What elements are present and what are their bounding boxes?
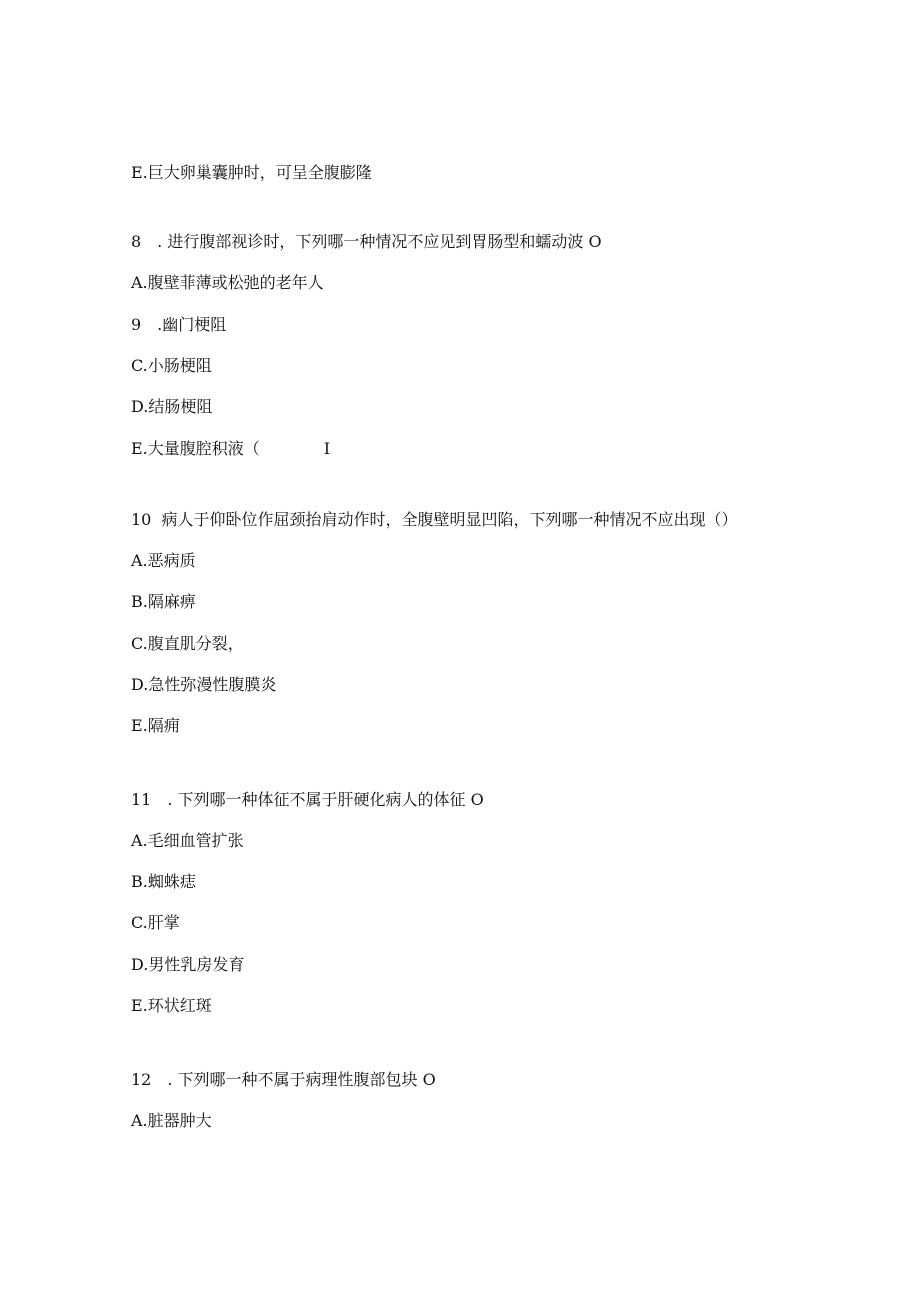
- question-12: 12 . 下列哪一种不属于病理性腹部包块 O: [131, 1070, 436, 1089]
- option-b-q11: B.蜘蛛痣: [131, 872, 196, 891]
- question-11: 11 . 下列哪一种体征不属于肝硬化病人的体征 O: [131, 790, 484, 809]
- option-a-q8: A.腹壁菲薄或松弛的老年人: [131, 273, 324, 292]
- question-10: 10 病人于仰卧位作屈颈抬肩动作时，全腹壁明显凹陷，下列哪一种情况不应出现（）: [131, 510, 738, 529]
- option-d-q8: D.结肠梗阻: [131, 397, 213, 416]
- question-8: 8 . 进行腹部视诊时，下列哪一种情况不应见到胃肠型和蠕动波 O: [131, 232, 602, 251]
- option-a-q11: A.毛细血管扩张: [131, 831, 244, 850]
- option-e-q7: E.巨大卵巢囊肿时，可呈全腹膨隆: [131, 163, 372, 182]
- option-e-q8: [131, 439, 330, 459]
- option-c-q11: C.肝掌: [131, 913, 180, 932]
- option-e-q8-text: E.大量腹腔积液（: [131, 439, 260, 458]
- option-b-q8: 9 .幽门梗阻: [131, 315, 227, 334]
- option-a-q12: A.脏器肿大: [131, 1111, 212, 1130]
- option-c-q10: C.腹直肌分裂，: [131, 634, 244, 653]
- option-c-q8: C.小肠梗阻: [131, 356, 212, 375]
- option-b-q10: B.隔麻痹: [131, 592, 196, 611]
- option-e-q8-tail: I: [323, 439, 331, 458]
- option-d-q10: D.急性弥漫性腹膜炎: [131, 675, 277, 694]
- option-d-q11: D.男性乳房发育: [131, 955, 245, 974]
- option-e-q11: E.环状红斑: [131, 996, 212, 1015]
- option-a-q10: A.恶病质: [131, 551, 196, 570]
- option-e-q10: E.隔痈: [131, 716, 180, 735]
